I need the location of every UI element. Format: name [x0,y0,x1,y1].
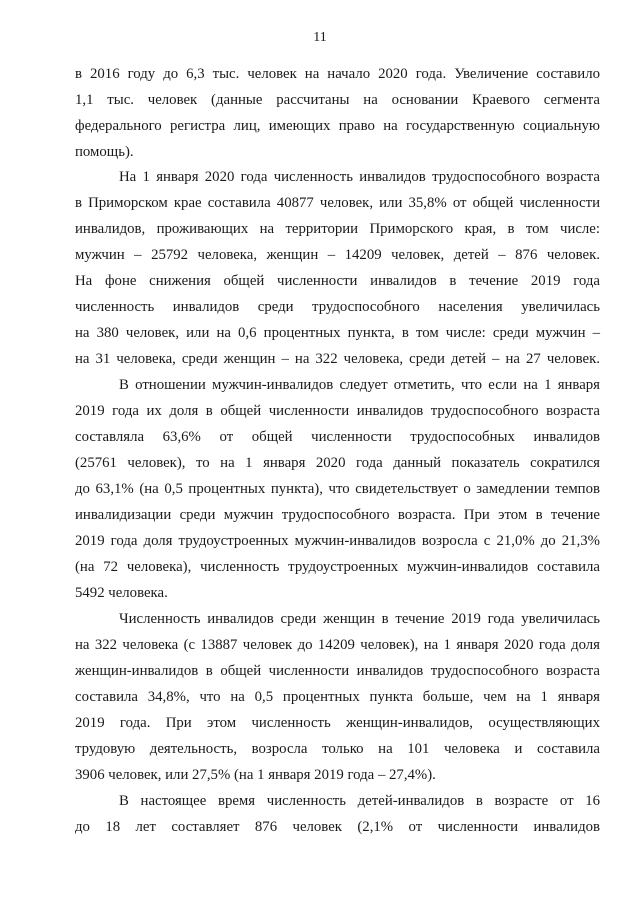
text-line: (25761 человек), то на 1 января 2020 года данный показатель сократился [75,455,600,471]
text-line: 2019 года их доля в общей численности инвалидов трудоспособного возраста [75,403,600,419]
paragraph-first-line: В настоящее время численность детей-инвалидов в возрасте от 16 [119,793,600,809]
text-line: в 2016 году до 6,3 тыс. человек на начало 2020 года. Увеличение составило [75,66,600,82]
text-line: на 31 человека, среди женщин – на 322 человека, среди детей – на 27 человек. [75,351,600,367]
text-line: инвалидизации среди мужчин трудоспособного возраста. При этом в течение [75,507,600,523]
text-line: 3906 человек, или 27,5% (на 1 января 2019 года – 27,4%). [75,767,436,783]
text-line: до 63,1% (на 0,5 процентных пункта), что свидетельствует о замедлении темпов [75,481,600,497]
text-line: трудовую деятельность, возросла только на 101 человека и составила [75,741,600,757]
text-line: до 18 лет составляет 876 человек (2,1% от численности инвалидов [75,819,600,835]
page-number: 11 [313,30,327,45]
text-line: женщин-инвалидов в общей численности инвалидов трудоспособного возраста [75,663,600,679]
text-line: на 380 человек, или на 0,6 процентных пункта, в том числе: среди мужчин – [75,325,600,341]
text-line: 1,1 тыс. человек (данные рассчитаны на основании Краевого сегмента [75,92,600,108]
text-line: федерального регистра лиц, имеющих право на государственную социальную [75,118,600,134]
text-line: помощь). [75,144,134,160]
text-line: На фоне снижения общей численности инвалидов в течение 2019 года [75,273,600,289]
text-line: 2019 года доля трудоустроенных мужчин-инвалидов возросла с 21,0% до 21,3% [75,533,600,549]
text-line: составляла 63,6% от общей численности трудоспособных инвалидов [75,429,600,445]
text-line: инвалидов, проживающих на территории Приморского края, в том числе: [75,221,600,237]
text-line: 5492 человека. [75,585,168,601]
text-line: мужчин – 25792 человека, женщин – 14209 человек, детей – 876 человек. [75,247,600,263]
paragraph-first-line: Численность инвалидов среди женщин в течение 2019 года увеличилась [119,611,600,627]
text-line: составила 34,8%, что на 0,5 процентных пункта больше, чем на 1 января [75,689,600,705]
paragraph-first-line: На 1 января 2020 года численность инвалидов трудоспособного возраста [119,169,600,185]
text-line: 2019 года. При этом численность женщин-инвалидов, осуществляющих [75,715,600,731]
text-line: в Приморском крае составила 40877 человек, или 35,8% от общей численности [75,195,600,211]
paragraph-first-line: В отношении мужчин-инвалидов следует отметить, что если на 1 января [119,377,600,393]
text-line: (на 72 человека), численность трудоустроенных мужчин-инвалидов составила [75,559,600,575]
text-line: на 322 человека (с 13887 человек до 14209 человек), на 1 января 2020 года доля [75,637,600,653]
text-line: численность инвалидов среди трудоспособного населения увеличилась [75,299,600,315]
